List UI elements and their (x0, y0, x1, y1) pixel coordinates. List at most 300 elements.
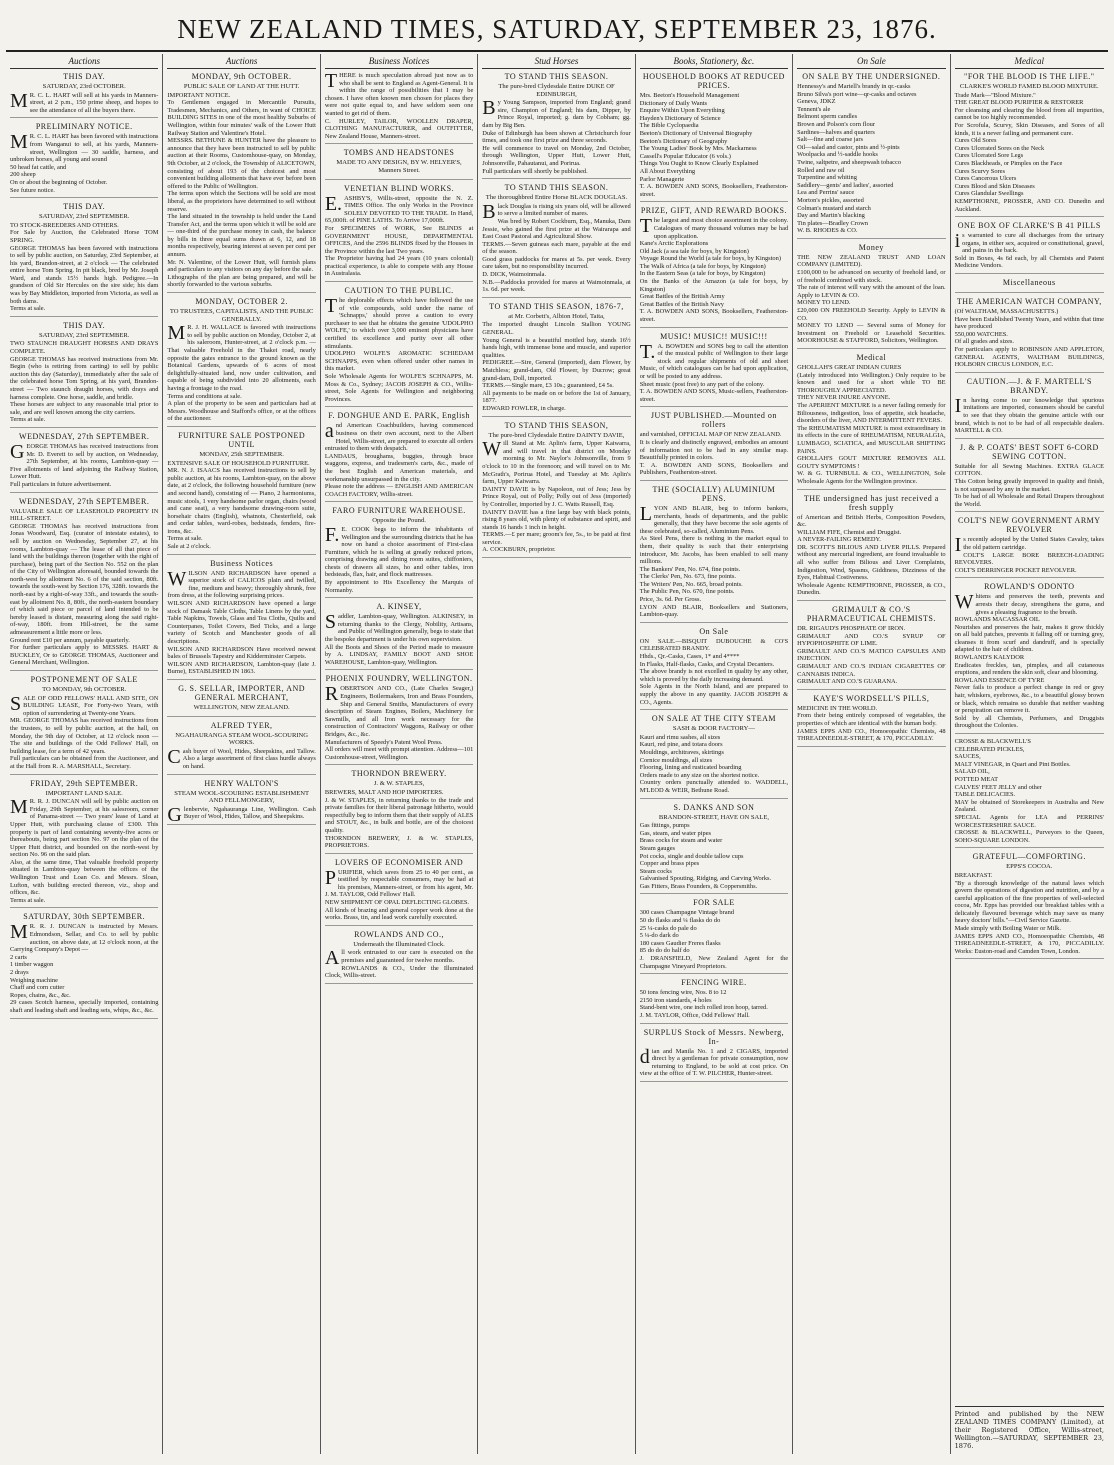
ad-text-line: MONEY TO LEND. (797, 299, 851, 307)
ad-subheading: STEAM WOOL-SCOURING ESTABLISHMENT AND FELLMONGERY, (174, 789, 310, 805)
advertisement (167, 684, 315, 717)
ad-text-line: All kinds of brazing and general copper work done at the works. Brass, tin, and lead work carefully executed. (324, 906, 474, 922)
ad-text-line: Gas fittings, pumps (639, 822, 690, 830)
ad-text-line: 180 cases Gaudier Freres flasks (639, 939, 721, 947)
ad-text-line: ROWLANDS & CO., Under the Illuminated Clock, Willis-street. (324, 964, 474, 980)
column-2 (163, 54, 320, 1454)
ad-text-line: Voyage Round the World (a tale for boys, by Kingston) (639, 255, 781, 263)
advertisement (955, 278, 1104, 293)
ad-text-line: C. HURLEY, TAILOR, WOOLLEN DRAPER, CLOTHING MANUFACTURER, and OUTFITTER, New Zealand House, Manners-street. (324, 117, 474, 140)
ad-text-line: Sold in Boxes, 4s 6d each, by all Chemists and Patent Medicine Vendors. (954, 254, 1104, 270)
ad-text-line: Beeton's Dictionary of Universal Biography (639, 129, 753, 137)
ad-text-line: In the Eastern Seas (a tale for boys, by Kingston) (639, 270, 766, 278)
ad-heading: F. DONGHUE AND E. PARK, English (328, 411, 470, 421)
ad-text-line: Wholesale Agents: KEMPTHORNE, PROSSER, & CO., Dunedin. (797, 581, 946, 597)
advertisement (10, 122, 158, 198)
ad-subheading: SASH & DOOR FACTORY— (672, 725, 755, 733)
ad-heading: Business Notices (210, 558, 274, 568)
ad-text-line: T. A. BOWDEN AND SONS, Booksellers, Featherston-street. (639, 183, 789, 198)
ad-text-line: 50 tons fencing wire, Nos. 8 to 12 (639, 989, 727, 997)
ad-subheading: at Mr. Corbett's, Albion Hotel, Taita, (508, 312, 605, 320)
ad-text-line: (Lately introduced into Wellington.) Only require to be known and used for a short while TO BE THOROUGHLY APPRECIATED. (797, 371, 946, 394)
ad-heading: GRATEFUL—COMFORTING. (972, 852, 1086, 862)
ad-text-line: CELEBRATED PICKLES, (954, 745, 1025, 753)
ad-subheading: J. & W. STAPLES, (373, 780, 425, 788)
ad-text-line: SAUCES, (954, 753, 981, 761)
ad-text-line: Of all grades and sizes. (954, 338, 1015, 346)
ad-text-line: Salt—fine and coarse jars (797, 136, 863, 144)
ad-text-line: Mr. N. Valentine, of the Lower Hutt, will furnish plans and particulars to any visitors on any day before the sale. (167, 258, 316, 274)
ad-text-line: IMPORTANT NOTICE. (167, 91, 231, 99)
ad-heading: TO STAND THIS SEASON. (504, 183, 609, 193)
ad-text-line: Geneva, JDKZ (797, 98, 836, 106)
ad-text-line: THEY NEVER INJURE ANYONE. (797, 394, 891, 402)
ad-text-line: Kane's Arctic Explorations (639, 240, 709, 248)
ad-text-line: Terms at sale. (10, 416, 46, 424)
advertisement (955, 738, 1104, 848)
ad-text-line: Also, at the same time, That valuable freehold property situated in Lambton-quay between the offices of the Wellington Trust and Loan Co. and Messrs. Sloan, Lufton, with building erected thereon, viz., shop and offices, &c. (10, 858, 159, 897)
ad-text-line: Terms at sale. (167, 535, 203, 543)
ad-text-line: Eradicates freckles, tan, pimples, and all cutaneous eruptions, and renders the skin soft, clear and blooming. (954, 661, 1104, 677)
ad-text-line: CROSSE & BLACKWELL'S (954, 738, 1031, 745)
advertisement (167, 431, 315, 555)
advertisement (10, 432, 158, 493)
ad-text-line: COLT'S LARGE BORE BREECH-LOADING REVOLVERS. (954, 551, 1104, 567)
ad-text-line: These horses are subject to any reasonable trial prior to sale, and are well known among the city carriers. (10, 401, 159, 416)
ad-text-line: Turpentine and whiting (797, 174, 857, 182)
advertisement (797, 494, 945, 602)
ad-text-line: Will Stand at Mr. Aplin's farm, Upper Kaiwarra, and will travel in that district on Monday morning to Mr. Naylor's Johnsonville, from 9 o'clock to 10 in the forenoon; and will travel on to Mr. McGrath's, Porirua Hotel, and Tuesday at Mr. Aplin's farm, Upper Kaiwarra. (482, 438, 631, 486)
ad-heading: S. DANKS AND SON (673, 802, 755, 812)
ad-text-line: The Public Pen, No. 670, fine points. (639, 588, 735, 596)
ad-text-line: The RHEUMATISM MIXTURE is most extraordinary in its effects in the cure of RHEUMATISM, NEURALGIA, LUMBAGO, SCIATICA, and MUSCULAR SHIFTING PAINS. (797, 424, 946, 455)
ad-text-line: The Clerks' Pen, No. 673, fine points. (639, 573, 736, 581)
ad-heading: ON SALE BY THE UNDERSIGNED. (802, 72, 941, 81)
ad-text-line: Day and Martin's blacking (797, 212, 865, 220)
ad-text-line: 5 ¼-do dark do (639, 932, 679, 940)
ad-text-line: Woolpacks and ½-saddle hooks (797, 151, 878, 159)
ad-text-line: As Steel Pens, there is nothing in the market equal to them, their quality is such that their enterprising introducer, Mr. Jacobs, has been enabled to sell many millions. (639, 535, 789, 566)
ad-text-line: SPECIAL Agents for LEA and PERRINS' WORCESTERSHIRE SAUCE. (954, 813, 1104, 829)
ad-text-line: Galvanised Spouting, Ridging, and Carving Works. (639, 875, 772, 883)
ad-text-line: Pot cocks, single and double tallow cups (639, 852, 744, 860)
ad-text-line: Morton's pickles, assorted (797, 196, 864, 204)
ad-text-line: A NEVER-FAILING REMEDY. (797, 536, 881, 544)
ad-heading: THORNDON BREWERY. (351, 769, 447, 779)
printer-imprint: Printed and published by the NEW ZEALAND TIMES COMPANY (Limited), at their Registered Office, Willis-street, Wellington.—SATURDAY, SEPTEMBER 23, 1876. (955, 1406, 1104, 1450)
ad-text-line: MR. C. L. HART has been favored with instructions from Wanganui to sell, at his yards, Manners-street, Wellington — 30 saddle, harness, and unbroken horses, all young and sound (10, 131, 159, 164)
ad-text-line: To be had of all Wholesale and Retail Drapers throughout the World. (954, 493, 1104, 508)
column-heading: Books, Stationery, &c. (640, 54, 788, 69)
ad-heading: THE undersigned has just received a fresh supply (803, 493, 939, 512)
ad-text-line: Is recently adopted by the United States Cavalry, takes the old pattern cartridge. (954, 534, 1104, 557)
ad-text-line: Colman's mustard and starch (797, 204, 871, 212)
ad-heading: FARO FURNITURE WAREHOUSE. (332, 506, 466, 516)
ad-text-line: Great Battles of the British Army (639, 293, 725, 301)
ad-heading: Medical (856, 353, 887, 362)
ad-text-line: BREWERS, MALT AND HOP IMPORTERS. (324, 788, 444, 796)
ad-text-line: MR. N. J. ISAACS has received instructions to sell by public auction, at his rooms, Lambton-quay, on the above date, at 2 o'clock, the following household furniture (new and second hand), consisting of — Piano, 2 harmoniums, music stools, 1 very handsome parlor organ, chairs (wood and cane seat), a very handsome drawing-room suite, horsehair chairs (English), whatnots, Chesterfield, oak and cedar tables, ward-robes, bedsteads, fenders, fire-irons, &c. (167, 467, 316, 535)
ad-heading: THIS DAY. (63, 72, 106, 81)
ad-text-line: TERMS.—Single mare, £3 10s.; guaranteed, £4 5s. (482, 382, 614, 390)
ad-text-line: NEW SHIPMENT OF OPAL DEFLECTING GLOBES. (324, 899, 469, 907)
ad-text-line: Cures Glandular Swellings (954, 190, 1024, 198)
ad-text-line: Brown and Polson's corn flour (797, 120, 875, 128)
ad-text-line: Sardines—halves and quarters (797, 128, 875, 136)
ad-subheading: PUBLIC SALE OF LAND AT THE HUTT. (183, 83, 300, 90)
ad-text-line: For cleansing and clearing the blood from all impurities, cannot be too highly recommended. (954, 106, 1104, 122)
advertisement (325, 506, 473, 598)
ad-text-line: 25 ¼-casks do pale do (639, 924, 697, 932)
ad-text-line: Whitens and preserves the teeth, prevents and arrests their decay, strengthens the gums, and gives a pleasing fragrance to the breath. (954, 591, 1104, 616)
ad-text-line: Lithographs of the plan are being prepared, and will be shortly forwarded to the various suburbs. (167, 273, 316, 289)
advertisement (325, 286, 473, 407)
ad-text-line: The Walk of Africa (a tale for boys, by Kingston) (639, 262, 766, 270)
advertisement (955, 582, 1104, 734)
ad-text-line: Parlor Managerie (639, 175, 685, 183)
ad-text-line: Suitable for all Sewing Machines. EXTRA GLACE COTTON. (954, 462, 1104, 478)
ad-text-line: "By a thorough knowledge of the natural laws which govern the operations of digestion and nutrition, and by a careful application of the fine properties of well-selected cocoa, Mr. Epps has provided our breakfast tables with a delicately flavoured beverage which may save us many heavy doctors' bills."—Civil Service Gazette. (954, 879, 1104, 925)
ad-text-line: T. A. BOWDEN AND SONS, Music-sellers, Featherston-street. (639, 388, 789, 403)
advertisement (10, 912, 158, 1018)
ad-heading: MUSIC! MUSIC!! MUSIC!!! (660, 331, 768, 341)
ad-text-line: MESSRS. BETHUNE & HUNTER have the pleasure to announce that they have been instructed to sell by public auction at their Rooms, Customhouse-quay, on Monday, 9th October, at 2 o'clock, the Township of ALICETOWN, consisting of about 193 of the choicest and most convenient building allotments that have ever before been offered to the Public of Wellington. (167, 137, 316, 190)
ad-text-line: It is clearly and distinctly engraved, embodies an amount of information not to be had in any similar map. Beautifully printed in colors. (639, 438, 789, 462)
column-heading: Medical (955, 54, 1104, 69)
ad-text-line: The Proprietor having had 24 years (10 years colonial) practical experience, is able to compete with any House in Australasia. (324, 255, 474, 278)
ad-text-line: Copper and brass pipes (639, 860, 700, 868)
masthead-title: NEW ZEALAND TIMES, SATURDAY, SEPTEMBER 23, 1876. (177, 14, 937, 44)
advertisement (640, 206, 788, 327)
ad-text-line: 50 do flasks and ¼ flasks do do (639, 917, 721, 925)
ad-text-line: Stand-bent wire, one inch rolled iron hoop, tarred. (639, 1004, 768, 1012)
ad-text-line: WILSON AND RICHARDSON have opened a large stock of Damask Table Cloths, Table Linens by the yard, Table Napkins, Towels, Glass and Tea Cloths, Quilts and Counterpanes, Toilet Covers, Bed Ticks, and a large variety of Scotch and Manchester goods of all descriptions. (167, 600, 316, 645)
ad-text-line: See future notice. (10, 186, 55, 194)
ad-text-line: Never fails to produce a perfect change in red or grey hair, whiskers, eyebrows, &c., to a beautiful glossy brown or black, which remains so durable that neither washing or perspiration can remove it. (954, 684, 1104, 715)
ad-text-line: CALVES' FEET JELLY and other (954, 783, 1042, 791)
ad-heading: ROWLAND'S ODONTO (984, 582, 1075, 592)
ad-text-line: £100,000 to be advanced on security of freehold land, or of freehold combined with stock. (797, 269, 946, 284)
ad-text-line: SALE OF ODD FELLOWS' HALL AND SITE, ON BUILDING LEASE, For Forty-two Years, with option of surrendering at Twenty-one Years. (10, 692, 159, 717)
ad-text-line: 2 drays (10, 969, 29, 976)
advertisement (955, 221, 1104, 274)
ad-text-line: MR. R. J. DUNCAN will sell by public auction on Friday, 29th September, at his salesroom, corner of Panama-street — Two years' lease of Land at Upper Hutt, with purchasing clause of £300. This property is part of land containing seventy-five acres or thereabouts, being part section No. 97 on the plan of the Upper Hutt district, and bounded on the north-west by section No. 96 on the said plan. (10, 796, 159, 859)
ad-text-line: COLT'S DERRINGER POCKET REVOLVER. (954, 566, 1077, 574)
ad-subheading: IMPORTANT LAND SALE. (45, 789, 123, 797)
ad-text-line: In Flasks, Half-flasks, Casks, and Crystal Decanters. (639, 660, 775, 668)
advertisement (325, 930, 473, 984)
ad-text-line: Terms at sale. (10, 896, 46, 904)
ad-text-line: MR. R. J. DUNCAN is instructed by Messrs. Edmondson, Sellar, and Co. to sell by public auction, on above date, at 12 o'clock noon, at the Carrying Company's Depot — (10, 921, 159, 954)
advertisement (640, 332, 788, 408)
ad-text-line: TERMS.—Seven guineas each mare, payable at the end of the season. (482, 240, 631, 256)
ad-text-line: GEORGE THOMAS has been favored with instructions to sell by public auction, on Saturday, 23rd September, at his yard, Brandon-street, at 2 o'clock — The celebrated entire horse Tom Spring. In pit black, bred by Mr. Joseph Ward, and stands 15½ hands high. Pedigree.—In grandson of Old Sir Hercules on the sire side; his dam was by Bay Middleton, imported from Victoria, as well as both dams. (10, 244, 159, 305)
ad-heading: ON SALE AT THE CITY STEAM (651, 714, 776, 724)
ad-heading: Miscellaneous (1002, 278, 1056, 288)
ad-heading: LOVERS OF ECONOMISER AND (334, 857, 464, 867)
ad-text-line: All the Boots and Shoes of the Period made to measure by A. LINDSAY, FAMILY BOOT AND SHOE WAREHOUSE, Lambton-quay, Wellington. (324, 643, 474, 666)
ad-text-line: The Young Ladies' Book by Mrs. Mackarness (639, 145, 757, 153)
masthead-rule (6, 50, 1108, 52)
advertisement (955, 377, 1104, 439)
ad-text-line: The APERIENT MIXTURE is a never failing remedy for Biliousness, indigestion, loss of appetite, sick headache, disorders of the liver, AND INTERMITTENT FEVERS. (797, 401, 946, 425)
ad-text-line: Twine, saltpetre, and sheepwash tobacco (797, 158, 902, 166)
ad-text-line: Ground rent £10 per annum, payable quarterly. (10, 636, 130, 644)
column-7 (951, 54, 1108, 1454)
column-3 (321, 54, 478, 1454)
ad-text-line: Full particulars will shortly be published. (482, 167, 588, 175)
ad-text-line: TERMS.—£ per mare; groom's fee, 5s., to be paid at first service. (482, 531, 631, 546)
ad-text-line: Sale at 2 o'clock. (167, 543, 211, 551)
ad-text-line: All orders will meet with prompt attention. Address—101 Customhouse-street, Wellington. (324, 746, 474, 761)
ad-text-line: Oil—salad and castor, pints and ½-pints (797, 143, 900, 151)
ad-heading: KAYE'S WORDSELL'S PILLS, (813, 693, 930, 703)
ad-text-line: Glenbervie, Ngahauranga Line, Wellington. Cash Buyer of Wool, Hides, Tallow, and Sheepskins. (167, 803, 316, 826)
advertisement (482, 302, 630, 417)
ad-text-line: For further particulars apply to MESSRS. HART & BUCKLEY, Or to GEORGE THOMAS, Auctioneer and General Merchant, Wellington. (10, 644, 159, 667)
ad-text-line: Sold by all Chemists, Perfumers, and Druggists throughout the Colonies. (954, 714, 1104, 730)
ad-heading: JUST PUBLISHED.—Mounted on rollers (650, 411, 777, 430)
ad-text-line: On or about the beginning of October. (10, 178, 108, 186)
ad-text-line: Young General is a beautiful mottled bay, stands 16½ hands high, with immense bone and muscle, and superior qualities. (482, 336, 631, 359)
ad-text-line: All payments to be made on or before the 1st of January, 1877. (482, 389, 631, 405)
advertisement (797, 72, 945, 239)
ad-text-line: ROBERTSON AND CO., (Late Charles Seager,) Engineers, Boilermakers, Iron and Brass Founders, Ship and General Smiths, Manufacturers of every description of Steam Engines, Boilers, Machinery for Sawmills, and all Iron work necessary for the construction of Contractors' Waggons, Railway or other Bridges, &c., &c. (324, 683, 474, 738)
ad-text-line: The Bankers' Pen, No. 674, fine points. (639, 565, 741, 573)
ad-text-line: GRIMAULT AND CO.'S INDIAN CIGARETTES OF CANNABIS INDICA. (797, 663, 946, 678)
advertisement (167, 297, 315, 427)
ad-text-line: Weighing machine (10, 976, 58, 984)
ad-text-line: Lea and Perrins' sauce (797, 189, 855, 197)
ad-text-line: Black Douglas is rising six years old, will be allowed to serve a limited number of mares. (482, 200, 631, 223)
ad-text-line: Full particulars can be obtained from the Auctioneer, and at the Hall from R. A. MARSHALL, Secretary. (10, 755, 159, 770)
advertisement (955, 72, 1104, 217)
ad-text-line: Orders made to any size on the shortest notice. (639, 771, 760, 779)
ad-text-line: All work entrusted to our care is executed on the premises and guaranteed for twelve months. (324, 947, 474, 970)
ad-text-line: J. DRANSFIELD, New Zealand Agent for the Champagne Vineyard Proprietors. (639, 955, 789, 970)
advertisement (167, 72, 315, 293)
advertisement (325, 148, 473, 179)
ad-text-line: Saddlery—gents' and ladies', assorted (797, 181, 894, 189)
advertisement (10, 321, 158, 428)
ad-text-line: Gas Fitters, Brass Founders, & Coppersmiths. (639, 882, 758, 890)
ad-text-line: From their being entirely composed of vegetables, the properties of which are identical with the human body. (797, 712, 946, 727)
ad-text-line: THE GREAT BLOOD PURIFIER & RESTORER (954, 99, 1084, 107)
ad-text-line: This Cotton being greatly improved in quality and finish, is not surpassed by any in the market. (954, 477, 1104, 493)
ad-heading: CAUTION.—J. & F. MARTELL'S BRANDY. (966, 376, 1092, 395)
ad-text-line: By appointment to His Excellency the Marquis of Normanby. (324, 579, 474, 594)
ad-text-line: dian and Manila No. 1 and 2 CIGARS, imported direct by a gentleman for private consumption, now returning to England, to be sold at cost price. On view at the office of T. W. PILCHER, Hunter-street. (639, 1045, 789, 1078)
ad-text-line: 85 do do do half do (639, 947, 690, 955)
ad-text-line: Steam cocks (639, 867, 672, 875)
ad-text-line: is warranted to cure all discharges from the urinary organs, in either sex, acquired or constitutional, gravel, and pains in the back. (954, 230, 1104, 255)
ad-subheading: SATURDAY, 23rd SEPTEMBER. (38, 331, 130, 339)
ad-text-line: Price, 3s. 6d. Per Gross. (639, 596, 702, 604)
ad-text-line: Things You Ought to Know Clearly Explained (639, 160, 759, 168)
advertisement (325, 411, 473, 502)
ad-subheading: Underneath the Illuminated Clock. (353, 940, 445, 948)
ad-heading: FURNITURE SALE POSTPONED UNTIL (178, 430, 306, 449)
ad-heading: SATURDAY, 30th SEPTEMBER. (23, 912, 146, 922)
column-heading: Auctions (10, 54, 158, 69)
advertisement (955, 516, 1104, 578)
column-heading: Stud Horses (482, 54, 630, 69)
advertisement (482, 421, 630, 559)
ad-subheading: TO TRUSTEES, CAPITALISTS, AND THE PUBLIC GENERALLY. (169, 308, 314, 323)
ad-heading: TO STAND THIS SEASON, 1876-7, (489, 301, 624, 311)
ad-heading: VENETIAN BLIND WORKS. (344, 183, 455, 193)
ad-heading: HENRY WALTON'S (204, 778, 279, 788)
advertisement (797, 243, 945, 349)
ad-text-line: 2 carts (10, 953, 27, 961)
ad-text-line: T. A. BOWDEN AND SONS, Booksellers, Featherston-street. (639, 308, 789, 324)
ad-text-line: GHOLLAH'S GREAT INDIAN CURES (797, 364, 902, 371)
ad-heading: THIS DAY. (63, 320, 106, 330)
ad-text-line: Have been Established Twenty Years, and within that time have produced (954, 315, 1104, 331)
ad-text-line: LANDAUS, broughams, buggies, through brace waggons, express, and tradesmen's carts, &c., made of the best English and American materials, and workmanship unsurpassed in the city. (324, 452, 474, 483)
ad-text-line: GRIMAULT AND CO.'S SYRUP OF HYPOPHOSPHITE OF LIME. (797, 632, 946, 648)
advertisement (797, 605, 945, 690)
ad-text-line: Good grass paddocks for mares at 5s. per week. Every care taken, but no responsibility incurred. (482, 255, 631, 271)
ad-text-line: D. DICK, Waimoinmala. (482, 271, 547, 279)
column-5 (636, 54, 793, 1454)
ad-text-line: MALT VINEGAR, in Quart and Pint Bottles. (954, 760, 1071, 768)
ad-text-line: 50 head fat cattle, and (10, 163, 67, 171)
ad-heading: FOR SALE (693, 898, 735, 908)
ad-subheading: SATURDAY, 23rd SEPTEMBER. (38, 213, 130, 221)
advertisement (640, 72, 788, 202)
advertisement (10, 497, 158, 671)
ad-text-line: CROSSE & BLACKWELL, Purveyors to the Queen, SOHO-SQUARE LONDON. (954, 829, 1104, 844)
ad-text-line: Hayden's Dictionary of Science (639, 114, 721, 122)
advertisement (482, 183, 630, 298)
ad-text-line: Trade Mark—"Blood Mixture." (954, 91, 1036, 99)
ad-text-line: For Sale by Auction, the Celebrated Horse TOM SPRING. (10, 229, 159, 244)
ad-text-line: T. A. BOWDEN AND SONS, Booksellers and Publishers, Featherston-street. (639, 461, 789, 477)
ad-text-line: Sheet music (post free) to any part of the colony. (639, 380, 765, 388)
ad-heading: ROWLANDS AND CO., (354, 929, 444, 939)
ad-heading: On Sale (699, 626, 729, 636)
advertisement (325, 184, 473, 283)
advertisement (640, 627, 788, 710)
ad-heading: GRIMAULT & CO.'S PHARMACEUTICAL CHEMISTS. (806, 605, 936, 624)
ad-text-line: For particulars apply to ROBINSON AND APPLETON, GENERAL AGENTS, WALTHAM BUILDINGS, HOLBORN CIRCUS LONDON, E.C. (954, 346, 1104, 369)
columns (6, 54, 1108, 1454)
ad-text-line: Beeton's Dictionary of Geography (639, 137, 728, 145)
ad-heading: THE (SOCIALLY) ALUMINIUM PENS. (652, 484, 776, 503)
ad-text-line: Cassell's Popular Educator (6 vols.) (639, 152, 731, 160)
ad-heading: WEDNESDAY, 27th SEPTEMBER. (19, 496, 150, 506)
ad-text-line: Was bred by Robert Cockburn, Esq., Manuka, Dam Jessie, who gained the first prize at the Wairarapa and East Coast Pastoral and Agricultural Show. (482, 217, 631, 241)
ad-text-line: By Young Sampson, imported from England; grand sire, Champion of England; his dam, Dipper, by Prince Royal, imported; g. dam by Cobham; gg. dam by Big Ben. (482, 97, 631, 129)
advertisement (325, 72, 473, 144)
ad-heading: MONDAY, OCTOBER 2. (195, 297, 288, 307)
ad-text-line: ROWLANDS MACASSAR OIL (954, 616, 1040, 624)
ad-text-line: 29 cases Scotch harness, specially imported, containing shaft and leading shaft and leading sets, whips, &c., &c. (10, 999, 159, 1014)
ad-text-line: J. M. TAYLOR, Office, Odd Fellows' Hall. (639, 1012, 750, 1019)
ad-subheading: The pure-bred Clydesdale Entire DAINTY DAVIE, (488, 431, 625, 439)
ad-text-line: GRIMAULT AND CO.'S MATICO CAPSULES AND INJECTION. (797, 647, 946, 663)
column-4 (478, 54, 635, 1454)
ad-text-line: GRIMAULT AND CO.'S GUARANA. (797, 678, 898, 686)
ad-text-line: MAY be obtained of Storekeepers in Australia and New Zealand. (954, 798, 1104, 814)
advertisement (797, 353, 945, 490)
ad-text-line: GEORGE THOMAS has received instructions from Mr. D. Everett to sell by auction, on Wednesday, 27th September, at his rooms, Lambton-quay — Five allotments of land adjoining the Railway Station, Lower Hutt. (10, 440, 159, 481)
ad-text-line: WILSON AND RICHARDSON, Lambton-quay (late J. Burne), ESTABLISHED IN 1863. (167, 660, 316, 676)
ad-text-line: Mouldings, architraves, skirtings (639, 748, 724, 756)
ad-text-line: The rate of interest will vary with the amount of the loan. Apply to LEVIN & CO. (797, 284, 946, 299)
ad-text-line: Enquire Within Upon Everything (639, 107, 725, 115)
ad-text-line: He will commence to travel on Monday, 2nd October, through Wellington, Upper Hutt, Lower Hutt, Johnsonville, Pahautanui, and Porirua. (482, 144, 631, 167)
ad-heading: G. S. SELLAR, IMPORTER, AND GENERAL MERCHANT, (178, 683, 306, 702)
ad-text-line: In having come to our knowledge that spurious imitations are imported, consumers should be careful to see that they obtain the genuine article with our brand, which is not to be had of all respectable dealers. MARTELL & CO. (954, 394, 1104, 435)
ad-text-line: BREAKFAST. (954, 871, 993, 879)
ad-text-line: A. COCKBURN, proprietor. (482, 546, 556, 554)
ad-heading: ONE BOX OF CLARKE'S B 41 PILLS (957, 221, 1101, 231)
ad-subheading: NGAHAURANGA STEAM WOOL-SCOURING WORKS. (175, 731, 309, 747)
advertisement (10, 675, 158, 775)
ad-text-line: F.E. COOK begs to inform the inhabitants of Wellington and the surrounding districts that he has now on hand a choice assortment of First-class Furniture, which he is selling at greatly reduced prices, comprising drawing and dining room suites, chiffoniers, chests of drawers all sizes, ho and other tables, iron bedsteads, flax, hair, and flock mattresses. (324, 523, 474, 579)
ad-text-line: DR. SCOTT'S BILIOUS AND LIVER PILLS. Prepared without any mercurial ingredient, are found invaluable to all who suffer from Bilious and Liver Complaints, Indigestion, Wind, Spasms, Giddiness, Dizziness of the Eyes, Habitual Costiveness. (797, 543, 946, 582)
ad-heading: THE AMERICAN WATCH COMPANY, (956, 297, 1102, 307)
ad-text-line: VALUABLE SALE OF LEASEHOLD PROPERTY IN HILL-STREET. (10, 507, 159, 523)
ad-text-line: T.A. BOWDEN and SONS beg to call the attention of the musical public of Wellington to their large stock and regular shipments of old and sheet Music, of which catalogues can be had upon application, or will be posted to any address. (639, 340, 789, 380)
ad-text-line: Hennessy's and Martell's brandy in qr.-casks (797, 83, 911, 90)
ad-subheading: TO MONDAY, 9th OCTOBER. (42, 686, 127, 693)
ad-text-line: MR. J. H. WALLACE is favored with instructions to sell by public auction on Monday, October 2, at his saleroom, Hunter-street, at 2 o'clock p.m. — That valuable Freehold in the Thakei road, nearly opposite the gates entrance to the ground known as the Botanical Gardens, upwards of 6 acres of most delightfully-situated land, now under cultivation, and capable of being subdivided into 20 allotments, each having a frontage to the road. (167, 322, 316, 392)
ad-text-line: 550,000 WATCHES. (954, 330, 1008, 338)
ad-text-line: W. B. RHODES & CO. (797, 227, 858, 235)
ad-subheading: The thoroughbred Entire Horse BLACK DOUGLAS. (485, 194, 628, 202)
ad-text-line: Brass cocks for steam and water (639, 837, 723, 845)
ad-text-line: MONEY TO LEND — Several sums of Money for Investment on Freehold or Leasehold Securities. MOORHOUSE & STAFFORD, Solicitors, Wellington. (797, 322, 946, 345)
ad-subheading: CLARKE'S WORLD FAMED BLOOD MIXTURE. (959, 83, 1099, 90)
ad-text-line: E.ASHBY'S, Willis-street, opposite the N. Z. TIMES Office. The only Works in the Province SOLELY DEVOTED TO THE TRADE. In Hand, 65,000ft. of PINE LATHS. To Arrive 17,000ft. (324, 192, 474, 225)
ad-text-line: Tennent's ale (797, 105, 831, 113)
advertisement (640, 1028, 788, 1082)
advertisement (640, 978, 788, 1023)
column-1 (6, 54, 163, 1454)
ad-text-line: THE NEW ZEALAND TRUST AND LOAN COMPANY (LIMITED). (797, 253, 946, 269)
ad-text-line: Terms and conditions at sale. (167, 392, 242, 400)
ad-text-line: Country orders punctually attended to. WADDELL, M'LEOD & WEIR, Bethune Road. (639, 779, 789, 794)
ad-heading: HOUSEHOLD BOOKS AT REDUCED PRICES. (642, 72, 785, 90)
advertisement (640, 485, 788, 623)
ad-text-line: Made simply with Boiling Water or Milk. (954, 925, 1061, 933)
ad-text-line: All About Everything (639, 167, 696, 175)
ad-text-line: ROWLAND ESSENCE OF TYRE (954, 676, 1045, 684)
ad-text-line: EXTENSIVE SALE OF HOUSEHOLD FURNITURE. (167, 459, 310, 467)
ad-text-line: Sole Wholesale Agents for WOLFE'S SCHNAPPS, M. Moss & Co., Sydney; JACOB JOSEPH & CO., Willis-street, Sole Agents for Wellington and neighboring Provinces. (324, 373, 474, 403)
ad-text-line: LYON AND BLAIR, Booksellers and Stationers, Lambton-quay. (639, 603, 789, 619)
ad-heading: MONDAY, 9th OCTOBER. (191, 72, 292, 81)
ad-text-line: Old Jack (a sea tale for boys, by Kingston) (639, 247, 749, 255)
advertisement (10, 779, 158, 909)
ad-text-line: GEORGE THOMAS has received instructions from Jonas Woodward, Esq. (curator of intestate estates), to sell by auction on Wednesday, September 27, at his rooms, Lambton-quay — The lease of all that piece of land with the buildings thereon (together with the right of purchase), being part of the Section No. 552 on the plan of the City of Wellington aforesaid, bounded towards the north-west by allotment No. 6 of the said section, 80ft. towards the south-west by Section 176, 328ft. towards the north-east by a right-of-way 33ft., and towards the south-east by allotment No. 8, 80ft., the north-eastern boundary of which said piece or parcel of land intended to be hereby leased is distant, measuring along the said right-of-way, 180ft. from Hill-street, be the same admeasurement a little more or less. (10, 522, 159, 637)
ad-subheading: EPPS'S COCOA. (1006, 863, 1053, 871)
ad-subheading: SATURDAY, 23rd OCTOBER. (42, 83, 126, 90)
ad-text-line: PURIFIER, which saves from 25 to 40 per cent., as testified by respectable consumers, may be had at his premises, Manners-street, or from his agent, Mr. J. M. TAYLOR, Odd Fellows' Hall. (324, 866, 474, 899)
ad-text-line: Cures Ulcerated Sores on the Neck (954, 144, 1045, 152)
ad-text-line: 200 sheep (10, 171, 36, 179)
ad-heading: TOMBS AND HEADSTONES (343, 148, 455, 158)
ad-text-line: Cornice mouldings, all sizes (639, 756, 713, 764)
ad-heading: FRIDAY, 29th SEPTEMBER. (30, 778, 139, 788)
ad-text-line: Terms at sale. (10, 305, 46, 313)
column-6 (793, 54, 950, 1454)
advertisement (640, 898, 788, 974)
ad-text-line: THORNDON BREWERY, J. & W. STAPLES, PROPRIETORS. (324, 834, 474, 850)
